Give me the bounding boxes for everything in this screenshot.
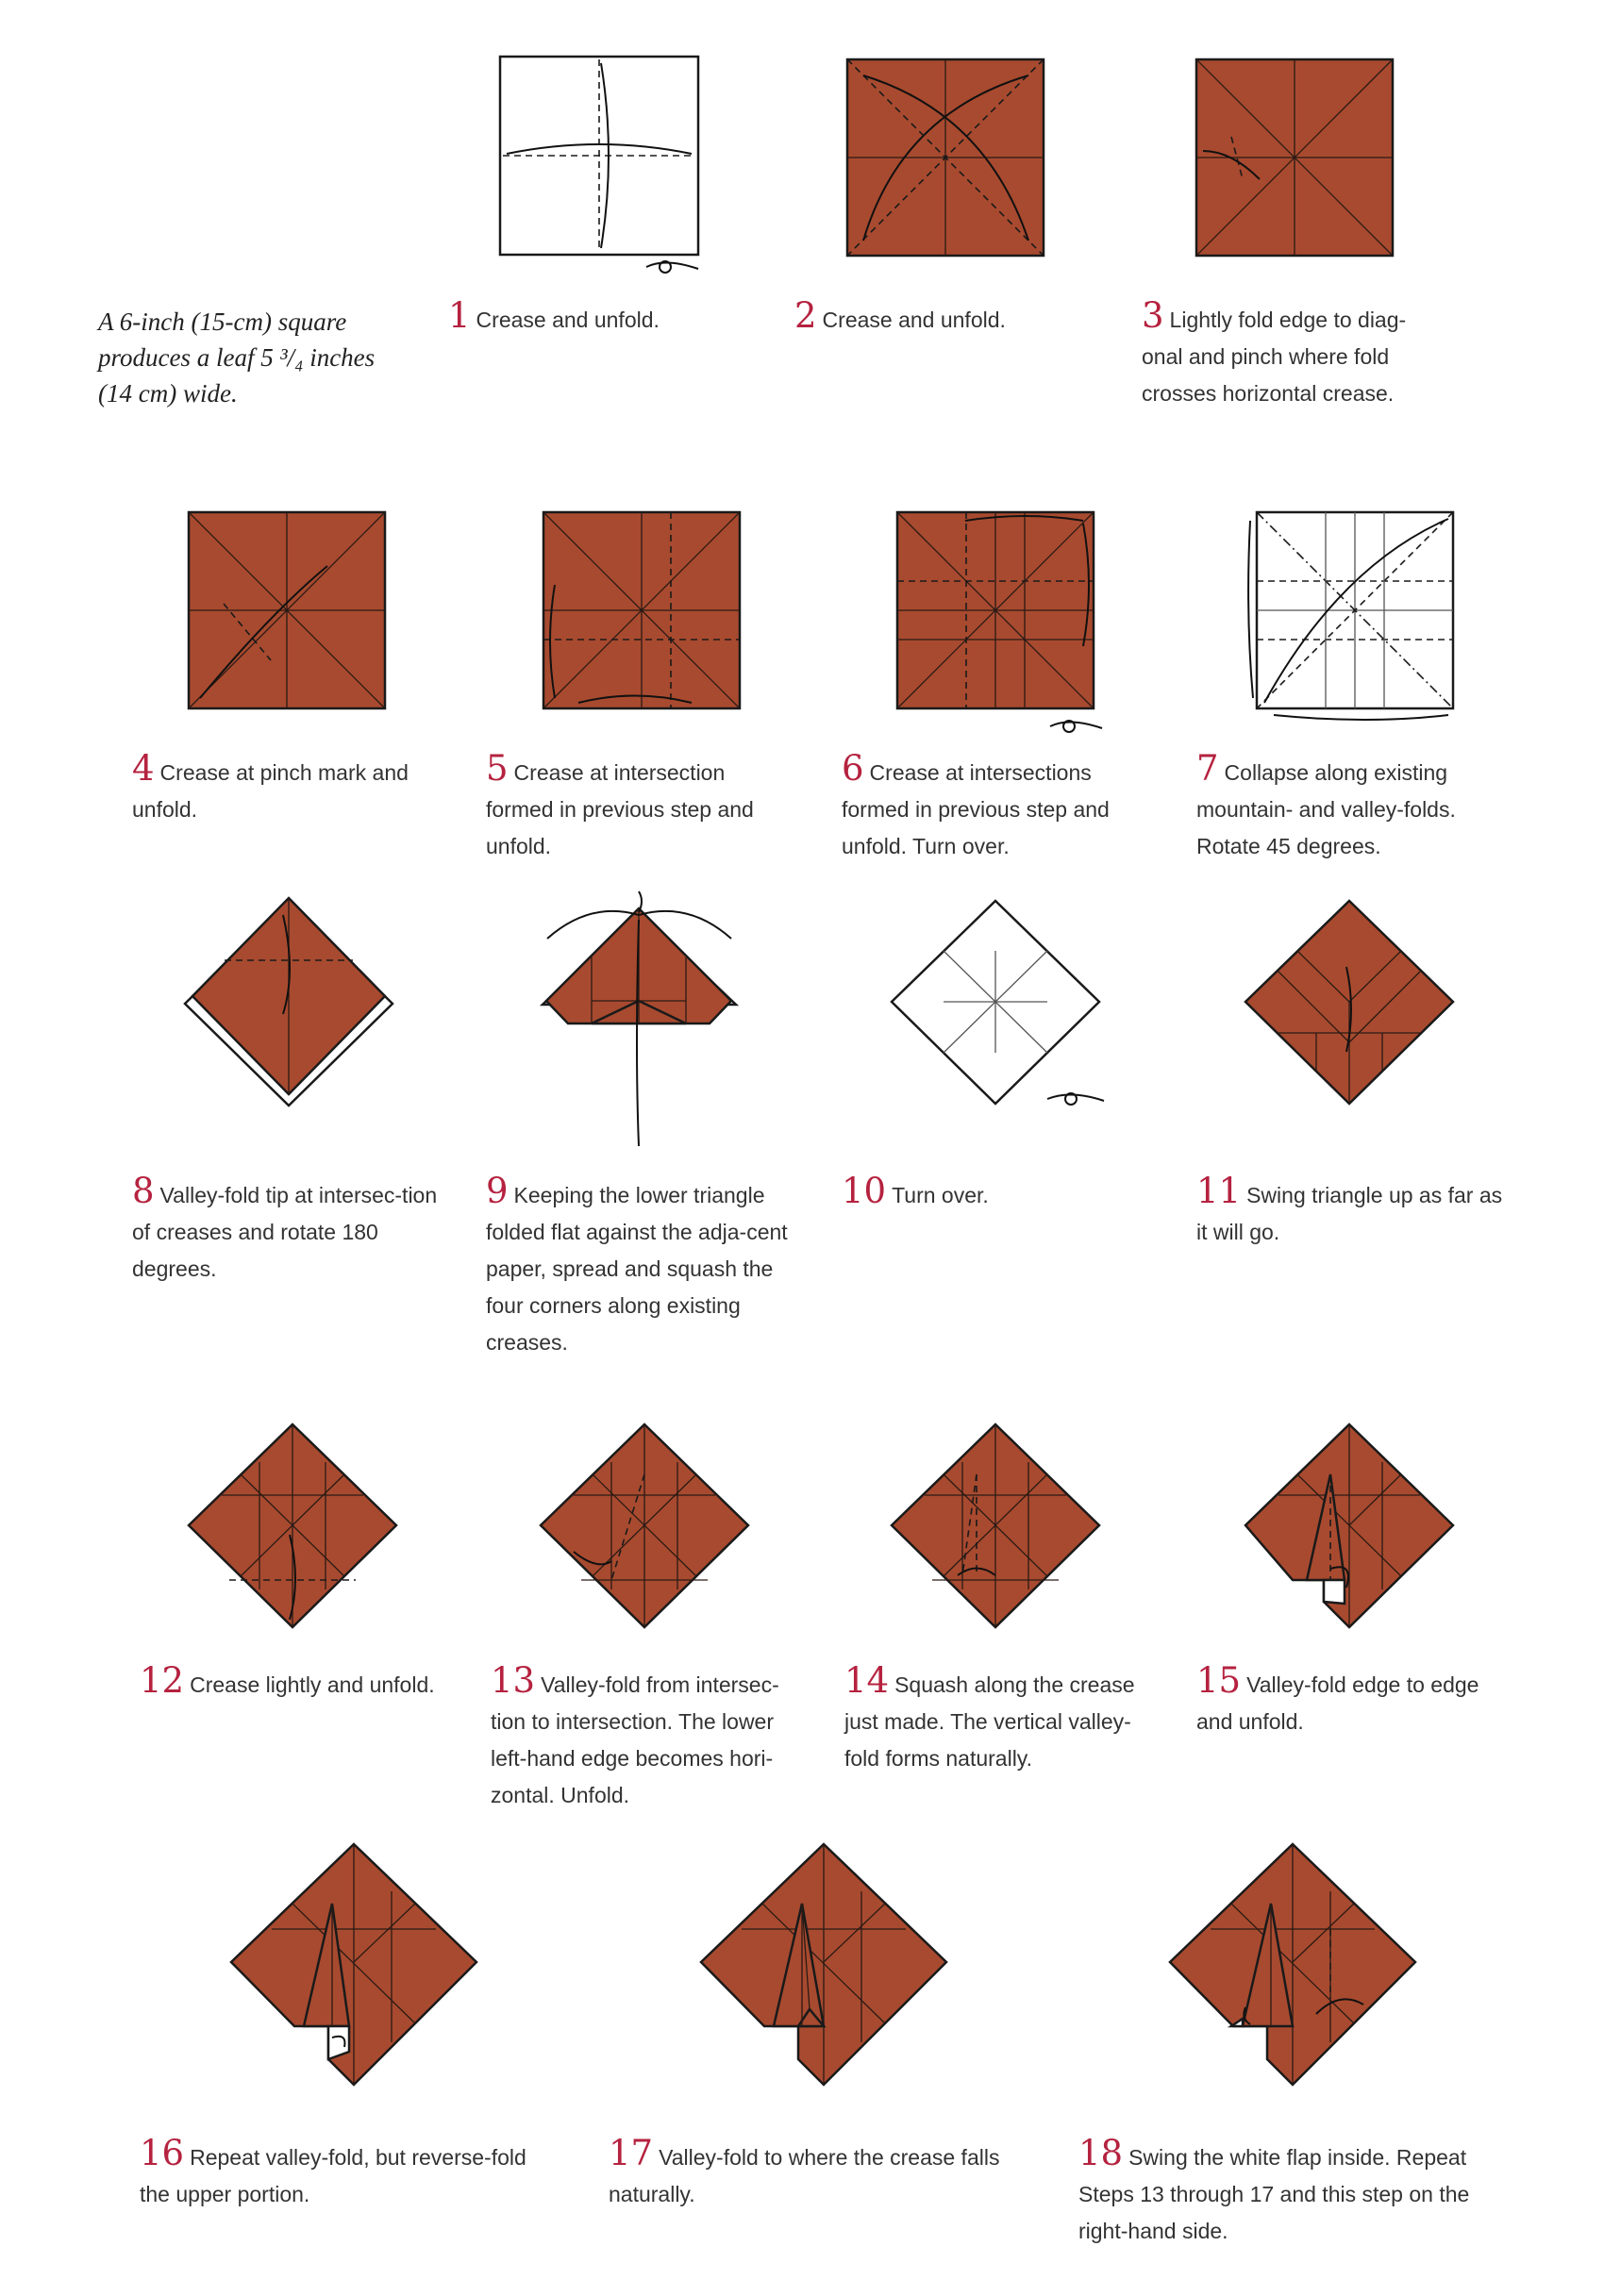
step-17-diagram [696, 1839, 951, 2094]
step-text: Crease at intersections formed in previous step and unfold. Turn over. [842, 760, 1110, 858]
step-text: Valley-fold tip at intersec-tion of creases and rotate 180 degrees. [132, 1183, 438, 1281]
step-11-diagram [1241, 896, 1458, 1113]
step-number: 8 [132, 1171, 155, 1211]
step-3-diagram [1194, 57, 1396, 259]
step-number: 18 [1078, 2133, 1124, 2173]
step-number: 6 [842, 748, 864, 789]
step-number: 1 [448, 295, 471, 336]
step-12-caption [140, 1662, 451, 1704]
step-5-diagram [541, 509, 744, 712]
step-text: Swing the white flap inside. Repeat Steps 13 through 17 and this step on the right-hand side. [1078, 2145, 1470, 2243]
intro-note [98, 304, 419, 411]
step-16-diagram [226, 1839, 481, 2094]
step-number: 3 [1142, 295, 1164, 336]
step-number: 17 [609, 2133, 654, 2173]
step-11-caption [1196, 1173, 1508, 1251]
step-text: Repeat valley-fold, but reverse-fold the upper portion. [140, 2145, 526, 2206]
step-16-caption [140, 2135, 545, 2213]
step-text: Collapse along existing mountain- and valley-folds. Rotate 45 degrees. [1196, 760, 1456, 858]
step-number: 5 [486, 748, 509, 789]
step-number: 10 [842, 1171, 887, 1211]
step-14-caption [844, 1662, 1156, 1777]
step-text: Valley-fold from intersec-tion to intersection. The lower left-hand edge becomes hori-zontal. Unfold. [491, 1672, 779, 1807]
step-text: Lightly fold edge to diag-onal and pinch where fold crosses horizontal crease. [1142, 308, 1407, 406]
step-12-diagram [184, 1420, 401, 1637]
step-13-caption [491, 1662, 802, 1814]
step-text: Crease at intersection formed in previous step and unfold. [486, 760, 754, 858]
step-7-caption [1196, 750, 1508, 865]
intro-line: (14 cm) wide. [98, 379, 238, 408]
step-text: Turn over. [892, 1183, 989, 1207]
step-number: 13 [491, 1660, 536, 1701]
step-1-caption [448, 297, 731, 339]
step-number: 7 [1196, 748, 1219, 789]
step-number: 4 [132, 748, 155, 789]
step-4-caption [132, 750, 443, 828]
step-text: Valley-fold to where the crease falls naturally. [609, 2145, 1000, 2206]
step-number: 2 [794, 295, 817, 336]
step-1-diagram [495, 52, 708, 278]
step-3-caption [1142, 297, 1425, 412]
step-8-caption [132, 1173, 443, 1288]
step-text: Squash along the crease just made. The vertical valley-fold forms naturally. [844, 1672, 1135, 1771]
step-10-caption [842, 1173, 1153, 1214]
step-number: 11 [1196, 1171, 1242, 1211]
step-5-caption [486, 750, 797, 865]
step-17-caption [609, 2135, 1014, 2213]
step-number: 16 [140, 2133, 185, 2173]
step-text: Crease lightly and unfold. [190, 1672, 435, 1697]
step-4-diagram [186, 509, 389, 712]
step-9-diagram [533, 882, 769, 1151]
step-number: 9 [486, 1171, 509, 1211]
step-13-diagram [536, 1420, 753, 1637]
step-6-caption [842, 750, 1153, 865]
step-18-diagram [1165, 1839, 1420, 2094]
step-text: Crease and unfold. [822, 308, 1006, 332]
step-6-diagram [894, 509, 1107, 736]
intro-line: produces a leaf 5 ³/₄ inches [98, 343, 376, 372]
step-8-diagram [187, 896, 394, 1108]
step-2-caption [794, 297, 1078, 339]
step-text: Keeping the lower triangle folded flat against the adja-cent paper, spread and squash the four corners along existing creases. [486, 1183, 788, 1355]
step-9-caption [486, 1173, 797, 1361]
step-text: Crease at pinch mark and unfold. [132, 760, 409, 822]
step-text: Swing triangle up as far as it will go. [1196, 1183, 1503, 1244]
step-text: Valley-fold edge to edge and unfold. [1196, 1672, 1479, 1734]
step-7-diagram [1245, 509, 1462, 726]
step-14-diagram [887, 1420, 1104, 1637]
step-15-caption [1196, 1662, 1508, 1740]
step-number: 12 [140, 1660, 185, 1701]
step-2-diagram [844, 57, 1047, 259]
intro-line: A 6-inch (15-cm) square [98, 308, 347, 336]
step-10-diagram [887, 896, 1104, 1123]
step-text: Crease and unfold. [476, 308, 660, 332]
step-number: 14 [844, 1660, 890, 1701]
step-18-caption [1078, 2135, 1494, 2250]
step-15-diagram [1241, 1420, 1458, 1641]
step-number: 15 [1196, 1660, 1242, 1701]
